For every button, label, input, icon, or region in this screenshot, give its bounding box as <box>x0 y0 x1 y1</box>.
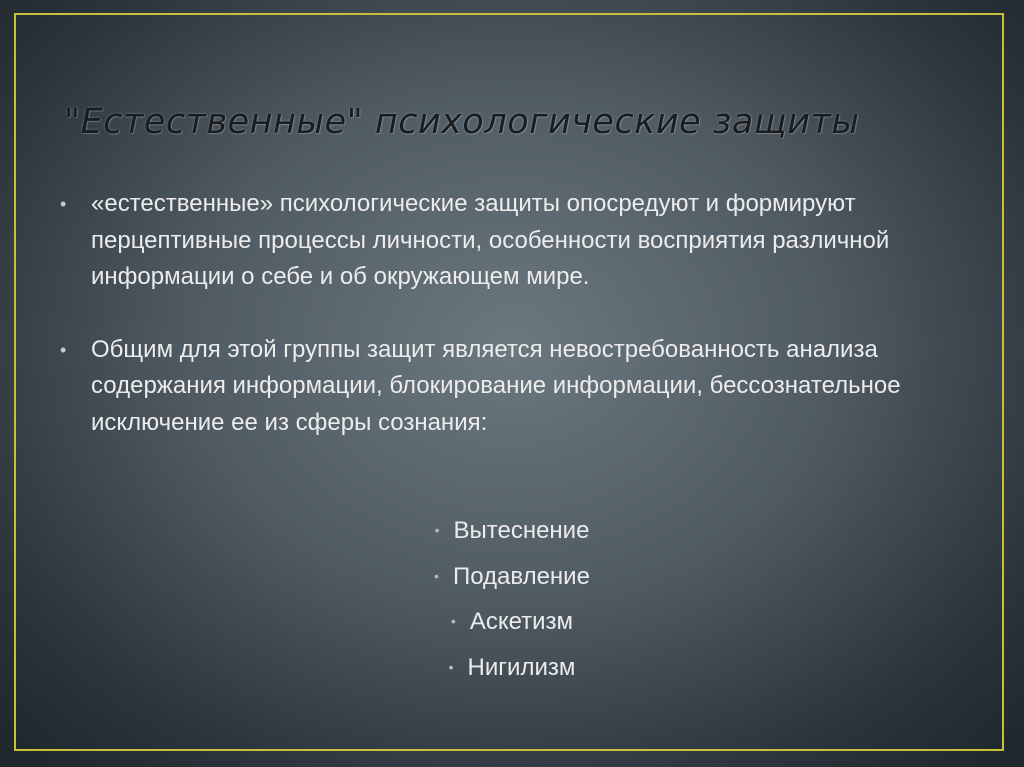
bullet-dot-icon: • <box>448 658 454 675</box>
bullet-text: Общим для этой группы защит является невостребованность анализа содержания информации, блокирование информации, бессознательное исключение ее из сферы сознания: <box>91 335 901 436</box>
slide-title: "Естественные" психологические защиты <box>64 102 860 142</box>
bullet-list <box>60 186 960 441</box>
bullet-text: «естественные» психологические защиты опосредуют и формируют перцептивные процессы личности, особенности восприятия различной информации о себе и об окружающем мире. <box>91 190 890 290</box>
bullet-dot-icon: • <box>450 613 456 629</box>
defense-sublist <box>0 508 1024 690</box>
bullet-dot-icon: • <box>434 567 439 584</box>
sublist-item <box>0 508 1024 554</box>
bullet-dot-icon: • <box>434 522 440 538</box>
sublist-item-text: Подавление <box>452 562 590 590</box>
bullet-dot-icon: • <box>60 339 67 360</box>
bullet-dot-icon: • <box>60 194 67 214</box>
bullet-item <box>60 332 960 442</box>
sublist-item <box>0 599 1024 645</box>
sublist-item-text: Аскетизм <box>469 608 574 635</box>
sublist-item <box>0 554 1024 600</box>
bullet-item <box>60 186 960 296</box>
sublist-item-text: Вытеснение <box>453 517 590 544</box>
sublist-item-text: Нигилизм <box>467 653 576 681</box>
sublist-item <box>0 645 1024 691</box>
